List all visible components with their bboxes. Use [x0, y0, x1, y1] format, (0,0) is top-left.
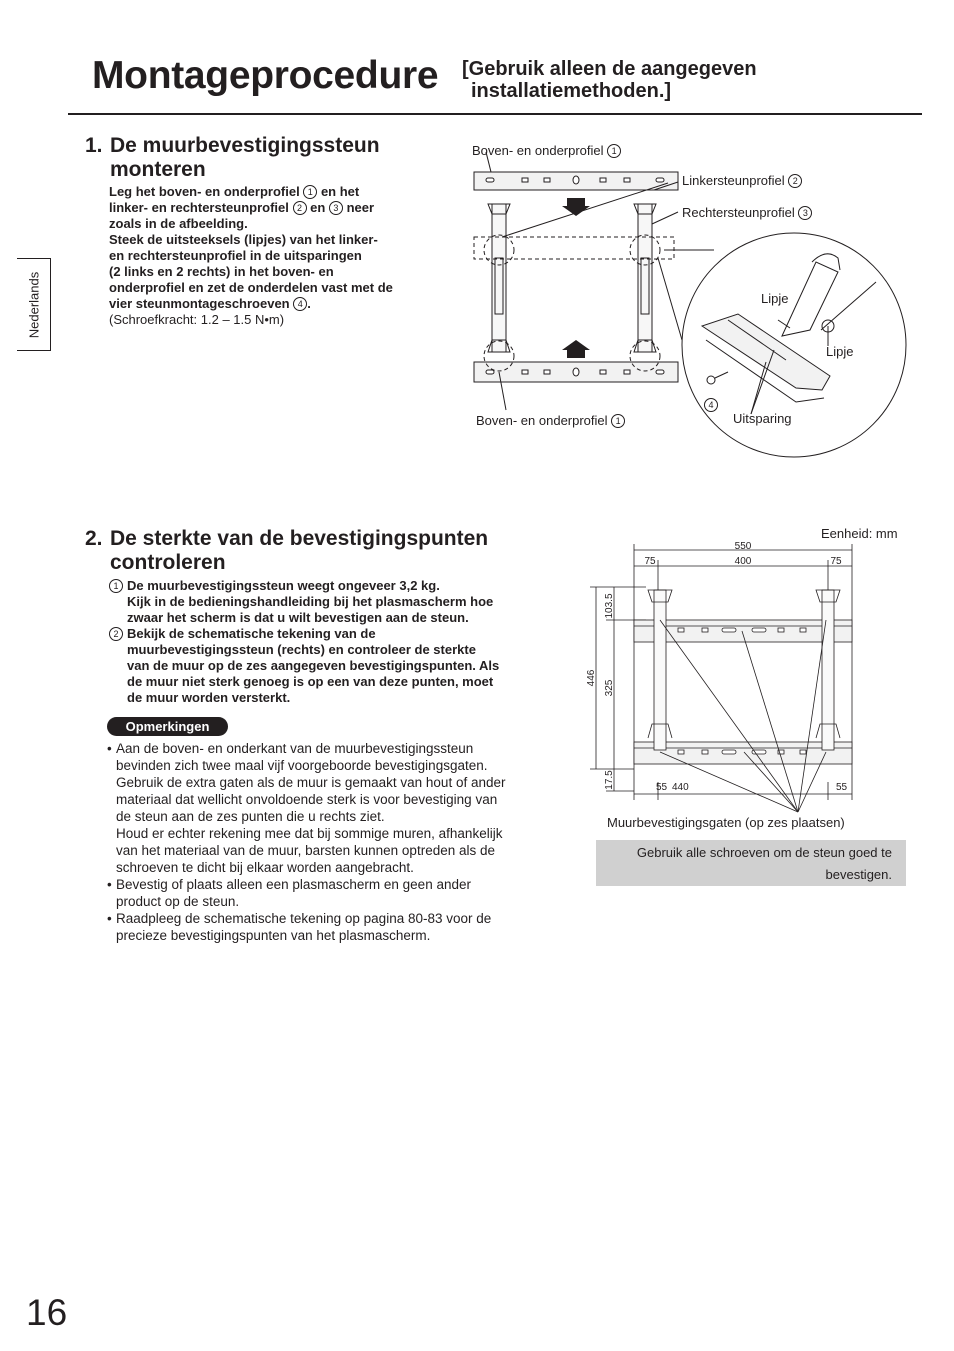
note-item: • Raadpleeg de schematische tekening op pagina 80-83 voor de precieze bevestigingspunten van het plasmascherm.: [107, 911, 492, 943]
notes-list: [107, 740, 547, 944]
assembly-diagram: [466, 140, 916, 460]
dim-325: 325: [604, 679, 615, 697]
page-title: Montageprocedure: [92, 54, 439, 97]
label-top-profile: Boven- en onderprofiel 1: [472, 143, 621, 158]
mounting-holes-caption: Muurbevestigingsgaten (op zes plaatsen): [607, 815, 845, 830]
page-subtitle: [Gebruik alleen de aangegeven installatiemethoden.]: [462, 58, 757, 102]
dim-446: 446: [586, 669, 597, 687]
label-bottom-profile: Boven- en onderprofiel 1: [476, 413, 625, 428]
title-rule: [68, 113, 922, 115]
dim-550: 550: [734, 541, 752, 552]
screws-note-box: Gebruik alle schroeven om de steun goed te bevestigen.: [596, 840, 906, 886]
dim-440: 440: [672, 782, 689, 793]
section2-body: 1 De muurbevestigingssteun weegt ongeveer 3,2 kg. Kijk in de bedieningshandleiding bij het plasmascherm hoe zwaar het scherm is dat u wilt bevestigen aan de steun. 2 Bekijk de schematische tekening van de muurbevestigingssteun (rechts) en controleer de sterkte van de muur op de zes aangegeven bevestigingspunten. Als de muur niet sterk genoeg is op een van deze punten, moet de muur worden versterkt.: [109, 578, 549, 706]
label-screw-4: 4: [704, 397, 718, 412]
page-number: 16: [26, 1292, 68, 1333]
label-lip-1: Lipje: [761, 291, 789, 306]
section2-heading: 2. De sterkte van de bevestigingspunten controleren: [85, 527, 489, 574]
dim-55-right: 55: [836, 782, 848, 793]
notes-badge: Opmerkingen: [107, 717, 228, 736]
note-item: • Aan de boven- en onderkant van de muurbevestigingssteun bevinden zich twee maal vijf voorgeboorde bevestigingsgaten. Gebruik de extra gaten als de muur is gemaakt van hout of ander materiaal dat wellicht onvoldoende sterk is voor bevestiging van de steun aan de zes punten die u rechts ziet. Houd er echter rekening mee dat bij sommige muren, afhankelijk van het materiaal van de muur, barsten kunnen optreden als de schroeven te dicht bij elkaar worden aangebracht.: [107, 741, 506, 875]
dim-17-5: 17.5: [604, 770, 615, 790]
dim-75-right: 75: [830, 556, 842, 567]
bracket-dimension-drawing: [586, 540, 906, 816]
note-item: • Bevestig of plaats alleen een plasmascherm en geen ander product op de steun.: [107, 877, 471, 909]
section1-heading: 1. De muurbevestigingssteun monteren: [85, 134, 380, 181]
label-right-profile: Rechtersteunprofiel 3: [682, 205, 812, 220]
label-lip-2: Lipje: [826, 344, 854, 359]
label-left-profile: Linkersteunprofiel 2: [682, 173, 802, 188]
language-tab: Nederlands: [17, 258, 51, 351]
dim-103-5: 103.5: [604, 593, 615, 619]
dim-55-left: 55: [656, 782, 668, 793]
dim-400: 400: [734, 556, 752, 567]
label-cutout: Uitsparing: [733, 411, 792, 426]
unit-label: Eenheid: mm: [821, 526, 898, 541]
section1-body: Leg het boven- en onderprofiel 1 en het linker- en rechtersteunprofiel 2 en 3 neer zoals in de afbeelding. Steek de uitsteeksels (lipjes) van het linker- en rechtersteunprofiel in de uitsparingen (2 links en 2 rechts) in het boven- en onderprofiel en zet de onderdelen vast met de vier steunmontageschroeven 4 . (Schroefkracht: 1.2 – 1.5 N•m): [109, 184, 393, 327]
dim-75-left: 75: [644, 556, 656, 567]
